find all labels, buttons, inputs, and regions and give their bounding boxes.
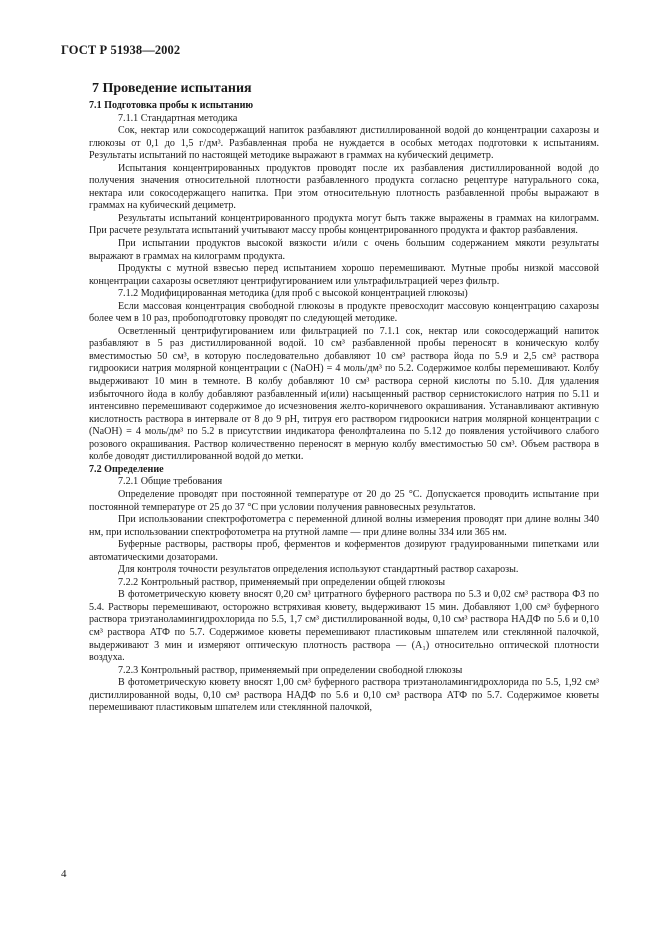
document-body — [89, 100, 599, 715]
paragraph: Продукты с мутной взвесью перед испытанием хорошо перемешивают. Мутные пробы низкой массовой концентрации сахарозы осветляют центрифугированием или ультрафильтрацией через фильтр. — [89, 263, 599, 287]
section-title: 7 Проведение испытания — [92, 81, 252, 96]
clause-heading: 7.2.3 Контрольный раствор, применяемый при определении свободной глюкозы — [118, 664, 463, 676]
clause-heading: 7.1.1 Стандартная методика — [118, 112, 238, 124]
paragraph: Сок, нектар или сокосодержащий напиток разбавляют дистиллированной водой до концентрации сахарозы и глюкозы от 0,1 до 1,5 г/дм³. Разбавленная проба не нуждается в особых методах подготовки к испытаниям. Результаты испытаний по настоящей методике выражают в граммах на кубический дециметр. — [89, 125, 599, 162]
paragraph: При использовании спектрофотометра с переменной длиной волны измерения проводят при длине волны 340 нм, при использовании спектрофотометра на ртутной лампе — при длине волны 334 или 365 нм. — [89, 514, 599, 538]
paragraph: Определение проводят при постоянной температуре от 20 до 25 °С. Допускается проводить испытание при постоянной температуре от 25 до 37 °С при условии получения равновесных результатов. — [89, 488, 599, 513]
clause-heading: 7.2.1 Общие требования — [118, 476, 223, 488]
paragraph: Результаты испытаний концентрированного продукта могут быть также выражены в граммах на килограмм. При расчете результата испытаний учитывают массу пробы концентрированного продукта и фактор разбавления. — [89, 212, 599, 237]
paragraph: Если массовая концентрация свободной глюкозы в продукте превосходит массовую концентрацию сахарозы более чем в 10 раз, пробоподготовку проводят по следующей методике. — [89, 300, 599, 325]
paragraph: Для контроля точности результатов определения используют стандартный раствор сахарозы. — [118, 564, 519, 576]
paragraph: Осветленный центрифугированием или фильтрацией по 7.1.1 сок, нектар или сокосодержащий напиток разбавляют в 5 раз дистиллированной водой. 10 см³ разбавленной пробы переносят в коническую колбу вместимостью 50 см³, в которую последовательно добавляют 10 см³ раствора йода по 5.9 и 2,5 см³ раствора гидроокиси натрия молярной концентрации c (NaOH) = 4 моль/дм³ по 5.2. Содержимое колбы перемешивают. Колбу выдерживают 10 мин в темноте. В колбу добавляют 10 см³ раствора серной кислоты по 5.10. Для удаления избыточного йода в колбу добавляют разбавленный и(или) насыщенный раствор сернистокислого натрия по 5.11 и интенсивно перемешивают содержимое до исчезновения желто-коричневого окрашивания. Устанавливают активную кислотность раствора в интервале от 8 до 9 pH, титруя его раствором гидроокиси натрия молярной концентрации c (NaOH) = 4 моль/дм³ по 5.2 в присутствии индикатора фенолфталеина по 5.12 до появления устойчивого слабого розового окрашивания. Раствор количественно переносят в мерную колбу вместимостью 50 см³. Объем раствора в колбе доводят дистиллированной водой до метки. — [89, 325, 599, 463]
page-number: 4 — [61, 868, 67, 880]
clause-heading: 7.2.2 Контрольный раствор, применяемый при определении общей глюкозы — [118, 576, 446, 588]
paragraph: Буферные растворы, растворы проб, ферментов и коферментов дозируют градуированными пипетками или автоматическими дозаторами. — [89, 539, 599, 563]
clause-heading: 7.1.2 Модифицированная методика (для проб с высокой концентрацией глюкозы) — [118, 288, 468, 300]
subsection-heading: 7.1 Подготовка пробы к испытанию — [89, 100, 254, 111]
paragraph: Испытания концентрированных продуктов проводят после их разбавления дистиллированной водой до получения значения относительной плотности разбавленного продукта согласно рецептуре натурального сока, нектара или сокосодержащего напитка. При этом относительную плотность разбавленной пробы выражают в граммах на кубический дециметр. — [89, 162, 599, 212]
paragraph: В фотометрическую кювету вносят 0,20 см³ цитратного буферного раствора по 5.3 и 0,02 см³ раствора ФЗ по 5.4. Растворы перемешивают, осторожно встряхивая кювету, выдерживают 15 мин. Добавляют 1,00 см³ буферного раствора триэтаноламингидрохлорида по 5.5, 1,7 см³ дистиллированной воды, 0,10 см³ раствора НАДФ по 5.6 и 0,10 см³ раствора АТФ по 5.7. Содержимое кюветы перемешивают пластиковым шпателем или стеклянной палочкой, выдерживают 3 мин и измеряют оптическую плотность раствора — (A₁) относительно оптической плотности воздуха. — [89, 589, 599, 664]
document-header: ГОСТ Р 51938—2002 — [61, 43, 181, 57]
paragraph: При испытании продуктов высокой вязкости и/или с очень большим содержанием мякоти результаты выражают в граммах на килограмм продукта. — [89, 238, 599, 262]
subsection-heading: 7.2 Определение — [89, 463, 164, 475]
paragraph: В фотометрическую кювету вносят 1,00 см³ буферного раствора триэтаноламингидрохлорида по 5.5, 1,92 см³ дистиллированной воды, 0,10 см³ раствора НАДФ по 5.6 и 0,10 см³ раствора АТФ по 5.7. Содержимое кюветы перемешивают пластиковым шпателем или стеклянной палочкой, — [89, 677, 599, 714]
